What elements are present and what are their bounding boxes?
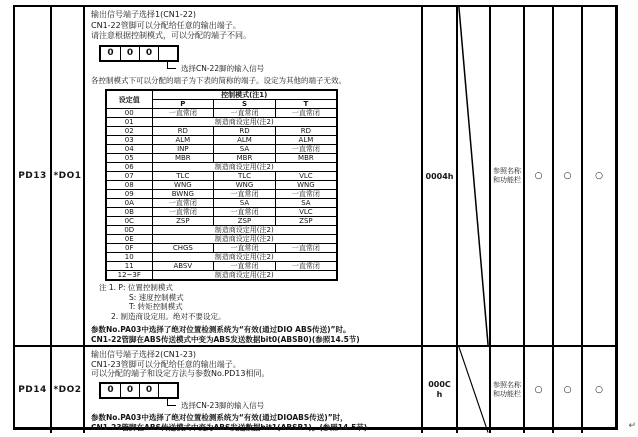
mode-table-intro: 各控制模式下可以分配的端子为下表的简称的端子。设定为其他的端子无效。 [91,75,346,85]
setting-digit-box [99,382,179,399]
mode-table-row [106,199,337,208]
mode-cell: WNG [275,181,337,190]
mode-cell: RD [275,127,337,136]
mode-column-header: S [214,100,276,109]
mode-cell: BWNG [152,190,214,199]
digit-callout [167,62,415,73]
mode-cell: 一直常闭 [275,145,337,154]
set-value: 0A [106,199,152,208]
initial-value-text: 0004h [425,171,454,181]
table-row [15,345,615,433]
mode-table-row [106,244,337,253]
mode-cell: 一直常闭 [275,244,337,253]
span-cell: 制造商设定用(注2) [152,163,337,172]
digit-cell: 0 [120,384,139,397]
param-number: PD14 [15,347,52,433]
callout-label: 选择CN-22脚的输入信号 [181,63,265,73]
digit-cell: 0 [139,47,158,60]
mode-cell: ALM [152,136,214,145]
set-value: 07 [106,172,152,181]
callout-label: 选择CN-23脚的输入信号 [181,400,265,410]
initial-value-text: 000Ch [428,379,451,399]
span-cell: 制造商设定用(注2) [152,118,337,127]
mode-table-row [106,136,337,145]
unit-cell-diagonal [458,347,491,433]
mode-table-grid [105,89,338,281]
digit-callout [167,399,415,410]
description-line: 可以分配的端子和设定方法与参数No.PD13相同。 [91,369,270,378]
mode-cell: ALM [214,136,276,145]
mode-cell: 一直常闭 [214,109,276,118]
mode-cell: MBR [214,154,276,163]
set-value: 01 [106,118,152,127]
mode-cell: 一直常闭 [214,244,276,253]
mode-table-row [106,127,337,136]
mode-cell: SA [275,199,337,208]
digit-cell: 0 [107,384,114,395]
note-line: 注 1. P: 位置控制模式 [99,283,173,292]
mode-table-row [106,226,337,235]
mode-table-row [106,154,337,163]
description-title: 输出信号端子选择2(CN1-23) [91,350,197,359]
abs-note: 参数No.PA03中选择了绝对位置检测系统为“有效(通过DIOABS传送)”时， [91,412,348,422]
mode-applicable-circle: ○ [595,384,603,395]
mode-cell: CHGS [152,244,214,253]
mode-applicable-circle: ○ [554,7,583,345]
param-abbr: *DO1 [52,7,85,345]
diagonal-line [458,347,489,433]
mode-table-row [106,172,337,181]
mode-cell: 一直常闭 [275,190,337,199]
mode-table-row [106,271,337,281]
span-cell: 制造商设定用(注2) [152,271,337,281]
mode-cell: ZSP [275,217,337,226]
setting-digit-box [99,45,179,62]
mode-table-row [106,163,337,172]
mode-cell: 一直常闭 [275,262,337,271]
span-cell: 制造商设定用(注2) [152,226,337,235]
param-abbr: *DO2 [52,347,85,433]
mode-table-row [106,181,337,190]
set-value: 03 [106,136,152,145]
digit-cell: 0 [120,47,139,60]
mode-table-row [106,262,337,271]
mode-cell: ZSP [214,217,276,226]
mode-cell: WNG [214,181,276,190]
mode-cell: 一直常闭 [214,190,276,199]
set-value: 12~3F [106,271,152,281]
mode-table-row [106,235,337,244]
mode-table-row [106,208,337,217]
set-value: 09 [106,190,152,199]
mode-cell: 一直常闭 [152,199,214,208]
mode-cell: MBR [152,154,214,163]
set-value-header: 设定值 [106,90,152,109]
set-value: 0F [106,244,152,253]
description-line: 请注意根据控制模式，可以分配的端子不同。 [91,31,251,40]
span-cell: 制造商设定用(注2) [152,235,337,244]
mode-applicable-circle: ○ [595,171,603,181]
mode-cell: SA [214,199,276,208]
unit-cell-diagonal [458,7,491,345]
set-value: 0C [106,217,152,226]
mode-table-row [106,109,337,118]
mode-table-row [106,145,337,154]
mode-cell: INP [152,145,214,154]
mode-column-header: P [152,100,214,109]
parameter-table [13,5,618,430]
set-value: 10 [106,253,152,262]
set-value: 0B [106,208,152,217]
abs-note: 参数No.PA03中选择了绝对位置检测系统为“有效(通过DIO ABS传送)”时。 [91,325,351,334]
mode-applicable-circle: ○ [525,347,554,433]
set-value: 02 [106,127,152,136]
set-value: 00 [106,109,152,118]
ref-name-function-note: 参照名称和功能栏 [491,347,525,433]
mode-cell: MBR [275,154,337,163]
mode-cell: TLC [214,172,276,181]
table-row [15,7,615,345]
mode-cell: 一直常闭 [152,109,214,118]
abs-note: CN1-22管脚在ABS传送模式中变为ABS发送数据bit0(ABSB0)(参照14.5节) [91,335,360,344]
set-value: 05 [106,154,152,163]
note-line: T: 转矩控制模式 [129,302,183,311]
abs-note: CN1-23管脚在ABS传送模式中变为ABS发送数据bit1(ABSB1)。(参照14.5节) [91,422,368,432]
mode-cell: 一直常闭 [152,208,214,217]
mode-column-header: T [275,100,337,109]
note-line: S: 速度控制模式 [129,292,184,302]
param-number: PD13 [15,7,52,345]
mode-table-row [106,217,337,226]
mode-table [105,89,415,281]
mode-table-row [106,190,337,199]
mode-applicable-circle: ○ [554,347,583,433]
callout-elbow-line [167,399,176,406]
return-mark: ↵ [628,421,636,431]
mode-cell: TLC [152,172,214,181]
description-title: 输出信号端子选择1(CN1-22) [91,10,197,19]
mode-cell: 一直常闭 [214,208,276,217]
digit-cell: 0 [107,47,114,58]
param-description-cell [85,7,423,345]
param-description-cell [85,347,423,433]
mode-cell: SA [214,145,276,154]
mode-cell: RD [214,127,276,136]
mode-table-row [106,118,337,127]
note-line: 2. 制造商设定用。绝对不要设定。 [111,311,226,321]
digit-cell [158,384,177,397]
set-value: 04 [106,145,152,154]
description-line: CN1-22管脚可以分配给任意的输出端子。 [91,20,241,30]
callout-elbow-line [167,62,176,69]
mode-cell: VLC [275,208,337,217]
mode-cell: VLC [275,172,337,181]
set-value: 06 [106,163,152,172]
mode-cell: 一直常闭 [214,262,276,271]
mode-cell: ALM [275,136,337,145]
initial-value [423,7,458,345]
ref-name-function-note: 参照名称和功能栏 [491,7,525,345]
span-cell: 制造商设定用(注2) [152,253,337,262]
mode-cell: WNG [152,181,214,190]
diagonal-line [458,7,489,345]
mode-cell: ABSV [152,262,214,271]
digit-cell: 0 [139,384,158,397]
mode-cell: RD [152,127,214,136]
mode-cell: ZSP [152,217,214,226]
control-mode-header: 控制模式(注1) [152,90,337,100]
set-value: 0E [106,235,152,244]
set-value: 0D [106,226,152,235]
description-line: CN1-23管脚可以分配给任意的输出端子。 [91,359,241,369]
digit-cell [158,47,177,60]
set-value: 11 [106,262,152,271]
initial-value [423,347,458,433]
mode-cell: 一直常闭 [275,109,337,118]
mode-applicable-circle: ○ [525,7,554,345]
mode-table-row [106,253,337,262]
set-value: 08 [106,181,152,190]
